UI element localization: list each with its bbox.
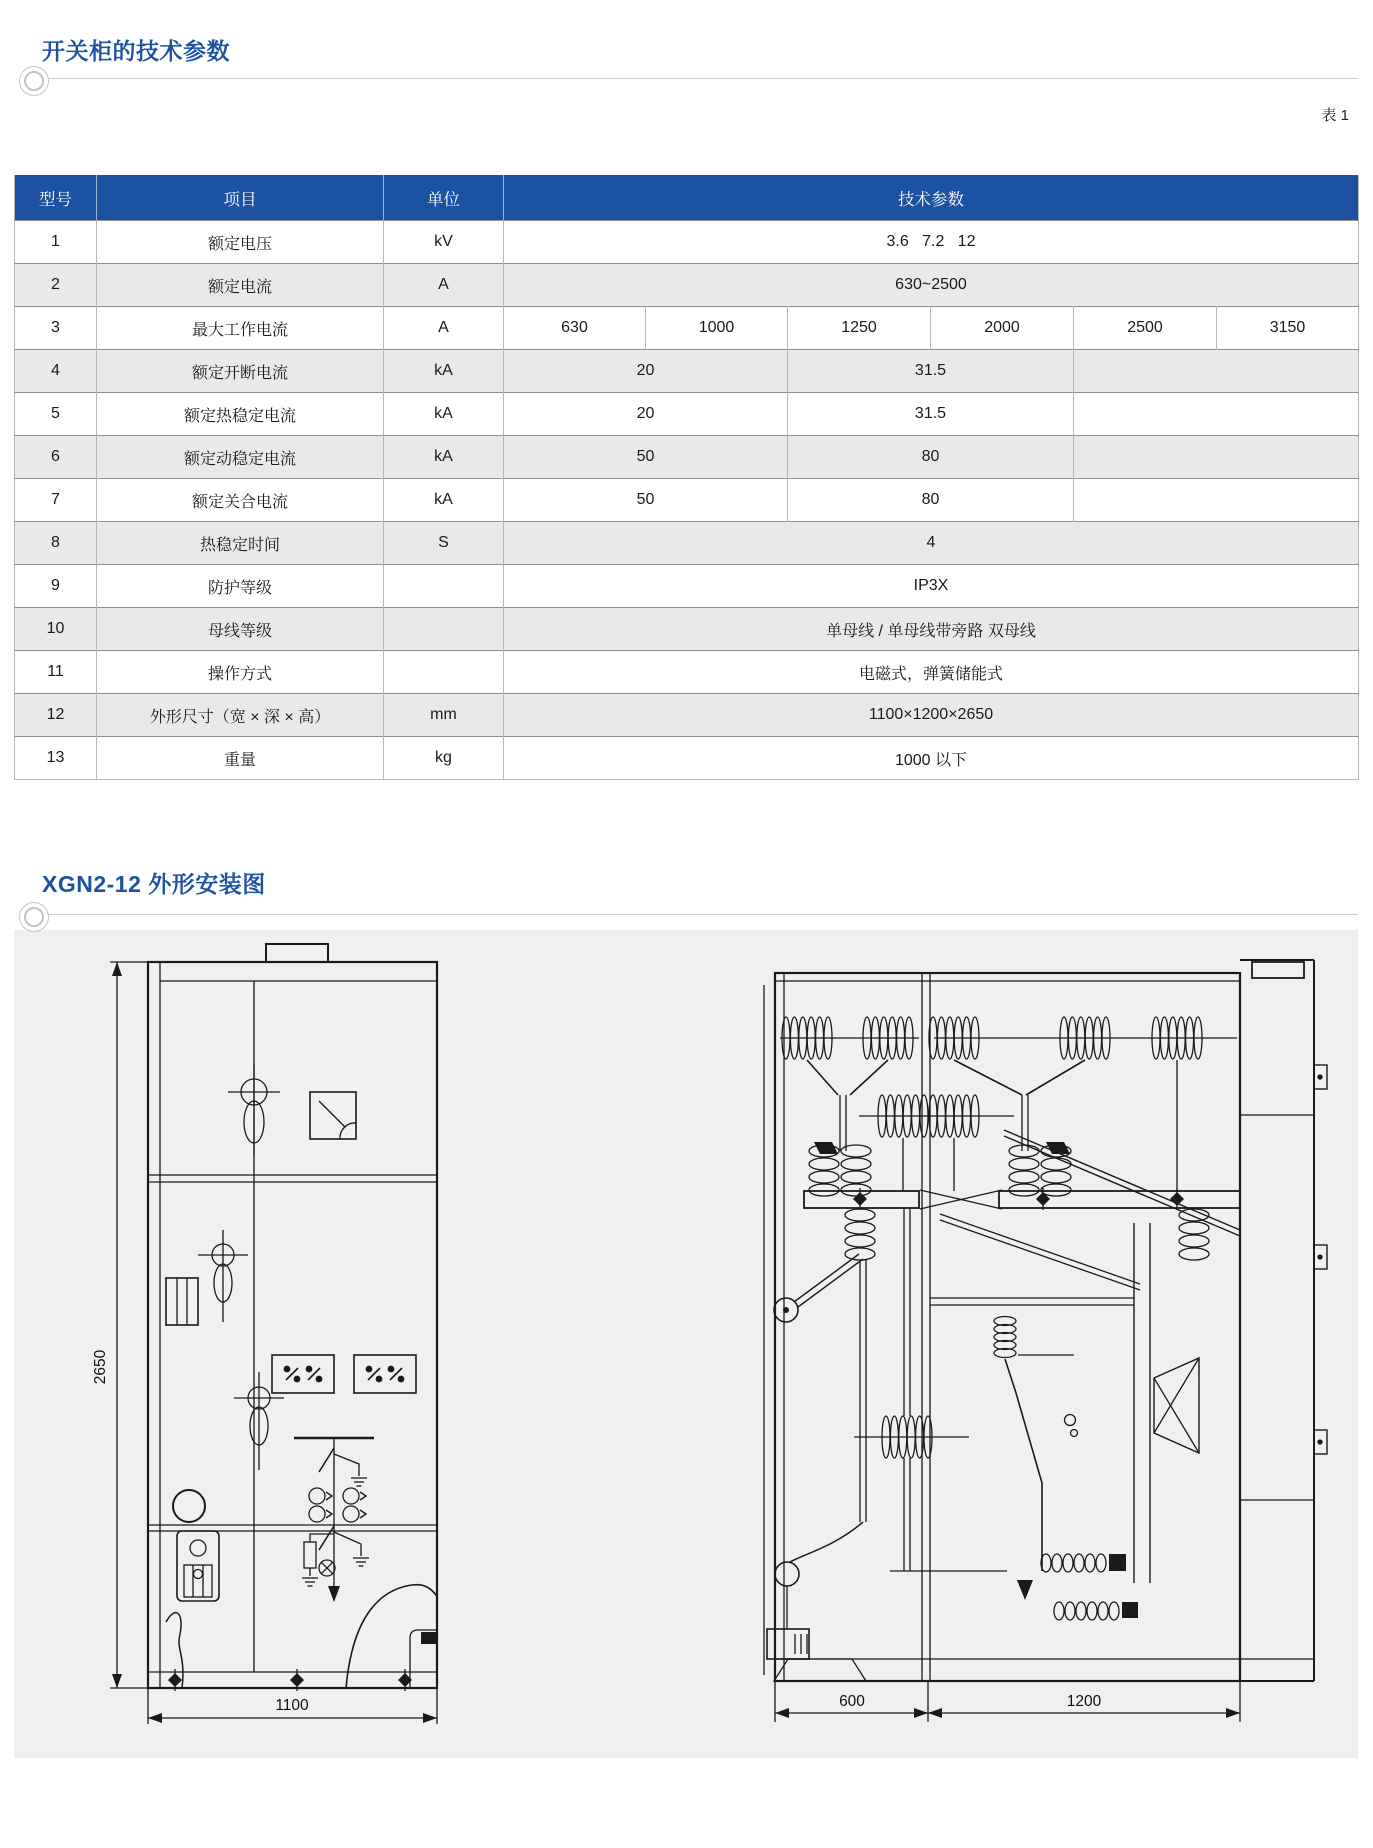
table-number-tag: 表 1	[1321, 107, 1349, 124]
table-row	[15, 479, 1359, 522]
tech-parameters-table-wrap	[14, 175, 1358, 780]
panel-meter	[310, 1092, 356, 1139]
table-row	[15, 264, 1359, 307]
door-handle	[234, 1372, 284, 1470]
col-header-model: 型号	[15, 175, 97, 221]
cell-unit: kA	[384, 436, 504, 479]
cell-num: 6	[51, 448, 60, 465]
dimension-label-rear-depth: 1200	[1066, 1693, 1102, 1710]
col-header-unit: 单位	[384, 175, 504, 221]
cell-value: 2500	[1074, 307, 1217, 350]
mimic-diagram	[294, 1438, 374, 1602]
relay-annex	[1240, 960, 1327, 1681]
cell-value: 80	[788, 479, 1074, 522]
cell-value: 80	[788, 436, 1074, 479]
cell-value	[1074, 479, 1359, 522]
table-row	[15, 221, 1359, 264]
cell-value: 单母线 / 单母线带旁路 双母线	[504, 608, 1359, 651]
cell-value: 50	[504, 479, 788, 522]
door-handle	[198, 1230, 248, 1322]
table-row	[15, 522, 1359, 565]
cell-value	[1074, 436, 1359, 479]
cell-unit	[384, 565, 504, 608]
height-dimension	[110, 962, 148, 1688]
cell-num: 4	[51, 362, 60, 379]
cell-item: 额定电压	[97, 221, 384, 264]
table-row	[15, 393, 1359, 436]
cell-item: 额定电流	[97, 264, 384, 307]
cell-unit: A	[384, 264, 504, 307]
cell-value: 630	[504, 307, 646, 350]
busbar-coils	[780, 1017, 1237, 1137]
section1-title: 开关柜的技术参数	[42, 38, 230, 64]
cell-value: 50	[504, 436, 788, 479]
cell-unit	[384, 651, 504, 694]
table-row	[15, 350, 1359, 393]
cell-num: 2	[51, 276, 60, 293]
vent-grille	[166, 1278, 198, 1325]
door-handle	[228, 1064, 280, 1155]
indicator-boxes	[272, 1355, 416, 1393]
cell-item: 额定动稳定电流	[97, 436, 384, 479]
cell-unit: A	[384, 307, 504, 350]
cell-value	[1074, 350, 1359, 393]
section2-title: XGN2-12 外形安装图	[42, 871, 266, 897]
side-frame	[775, 973, 1240, 1681]
section-divider	[42, 78, 1358, 79]
cell-num: 1	[51, 233, 60, 250]
col-header-item: 项目	[97, 175, 384, 221]
cell-value: 31.5	[788, 393, 1074, 436]
cell-unit: S	[384, 522, 504, 565]
operating-mechanism	[930, 1214, 1199, 1620]
cell-value: IP3X	[504, 565, 1359, 608]
cell-value: 31.5	[788, 350, 1074, 393]
table-row	[15, 608, 1359, 651]
cell-num: 8	[51, 534, 60, 551]
cell-value: 2000	[931, 307, 1074, 350]
cell-item: 最大工作电流	[97, 307, 384, 350]
col-header-params: 技术参数	[504, 175, 1359, 221]
cell-value: 3.6 7.2 12	[504, 221, 1359, 264]
cell-num: 5	[51, 405, 60, 422]
cell-value: 630~2500	[504, 264, 1359, 307]
cell-unit: kA	[384, 350, 504, 393]
cell-item: 额定关合电流	[97, 479, 384, 522]
cell-unit: kg	[384, 737, 504, 780]
side-view-drawing	[764, 960, 1327, 1722]
table-row	[15, 737, 1359, 780]
cell-item: 额定开断电流	[97, 350, 384, 393]
cell-value: 4	[504, 522, 1359, 565]
cell-value: 1250	[788, 307, 931, 350]
cell-num: 7	[51, 491, 60, 508]
cell-value: 1000 以下	[504, 737, 1359, 780]
cell-num: 3	[51, 319, 60, 336]
cell-item: 操作方式	[97, 651, 384, 694]
cell-item: 重量	[97, 737, 384, 780]
cell-value: 20	[504, 350, 788, 393]
tech-parameters-table	[14, 175, 1359, 780]
cell-item: 额定热稳定电流	[97, 393, 384, 436]
dimension-label-height: 2650	[92, 1349, 109, 1385]
cell-value: 20	[504, 393, 788, 436]
cell-value: 3150	[1217, 307, 1359, 350]
installation-drawings	[14, 930, 1358, 1758]
cell-num: 10	[46, 620, 65, 637]
table-row	[15, 436, 1359, 479]
cell-unit: kV	[384, 221, 504, 264]
section-ring-icon	[24, 71, 44, 91]
cell-item: 母线等级	[97, 608, 384, 651]
table-row	[15, 651, 1359, 694]
table-header-row	[15, 175, 1359, 221]
cell-num: 9	[51, 577, 60, 594]
cell-value: 1000	[646, 307, 788, 350]
cell-unit: mm	[384, 694, 504, 737]
cell-unit: kA	[384, 393, 504, 436]
cell-num: 12	[46, 706, 65, 723]
cell-unit: kA	[384, 479, 504, 522]
cell-item: 防护等级	[97, 565, 384, 608]
section-divider	[42, 914, 1358, 915]
cell-value: 1100×1200×2650	[504, 694, 1359, 737]
section-ring-icon	[24, 907, 44, 927]
cell-value: 电磁式，弹簧储能式	[504, 651, 1359, 694]
cell-unit	[384, 608, 504, 651]
table-row	[15, 565, 1359, 608]
cell-num: 13	[46, 749, 65, 766]
dimension-label-width: 1100	[275, 1697, 309, 1714]
cell-item: 外形尺寸（宽 × 深 × 高）	[97, 694, 384, 737]
front-view-drawing	[92, 944, 437, 1724]
inspection-window	[173, 1490, 205, 1522]
table-row	[15, 307, 1359, 350]
cell-item: 热稳定时间	[97, 522, 384, 565]
cell-value	[1074, 393, 1359, 436]
cell-num: 11	[47, 663, 64, 680]
table-row	[15, 694, 1359, 737]
installation-drawing-panel	[14, 930, 1358, 1758]
dimension-label-front-depth: 600	[839, 1693, 865, 1710]
lock-plate	[177, 1531, 219, 1601]
